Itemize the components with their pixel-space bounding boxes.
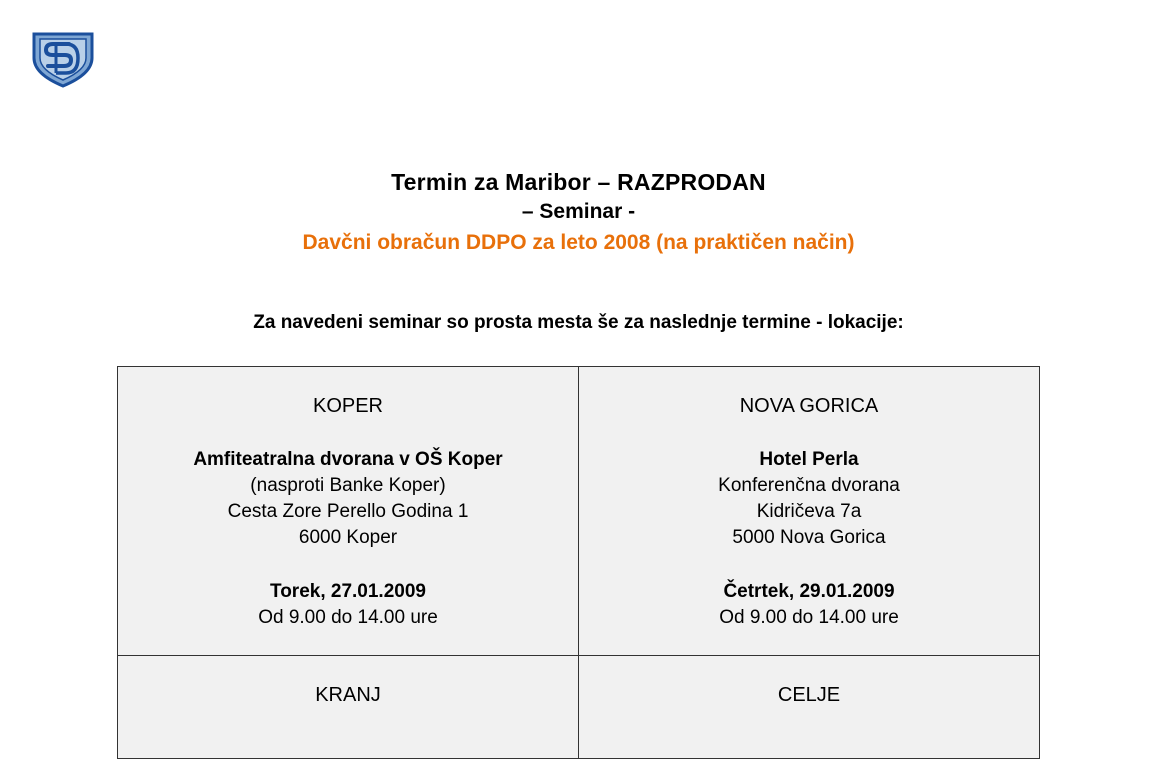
venue-time: Od 9.00 do 14.00 ure	[719, 607, 899, 628]
table-row	[118, 367, 1040, 656]
intro-text: Za navedeni seminar so prosta mesta še za naslednje termine - lokacije:	[253, 312, 904, 333]
venue-address-line: Konferenčna dvorana	[718, 475, 900, 496]
title-line-1: Termin za Maribor – RAZPRODAN	[391, 169, 766, 195]
venue-date: Četrtek, 29.01.2009	[723, 581, 895, 602]
venue-cell-kranj	[118, 656, 579, 759]
venue-name: Hotel Perla	[759, 449, 859, 470]
venue-cell-koper	[118, 367, 579, 656]
title-line-2: – Seminar -	[521, 200, 636, 223]
company-logo	[22, 28, 104, 90]
venue-cell-nova-gorica	[579, 367, 1040, 656]
venue-date: Torek, 27.01.2009	[270, 581, 426, 602]
venue-address-line: (nasproti Banke Koper)	[250, 475, 446, 496]
venue-time: Od 9.00 do 14.00 ure	[258, 607, 438, 628]
city-name: KRANJ	[315, 684, 381, 706]
title-line-3: Davčni obračun DDPO za leto 2008 (na praktičen način)	[302, 231, 855, 254]
page-title	[0, 168, 1157, 258]
sd-shield-logo-icon	[22, 28, 104, 90]
venue-address-line: 6000 Koper	[298, 527, 398, 548]
venue-name: Amfiteatralna dvorana v OŠ Koper	[193, 449, 503, 470]
venue-address-line: Kidričeva 7a	[756, 501, 862, 522]
city-name: CELJE	[777, 684, 841, 706]
venue-address-line: Cesta Zore Perello Godina 1	[227, 501, 469, 522]
venue-table	[117, 366, 1040, 759]
city-name: KOPER	[312, 395, 384, 417]
venue-address-line: 5000 Nova Gorica	[732, 527, 886, 548]
venue-cell-celje	[579, 656, 1040, 759]
city-name: NOVA GORICA	[739, 395, 879, 417]
table-row	[118, 656, 1040, 759]
